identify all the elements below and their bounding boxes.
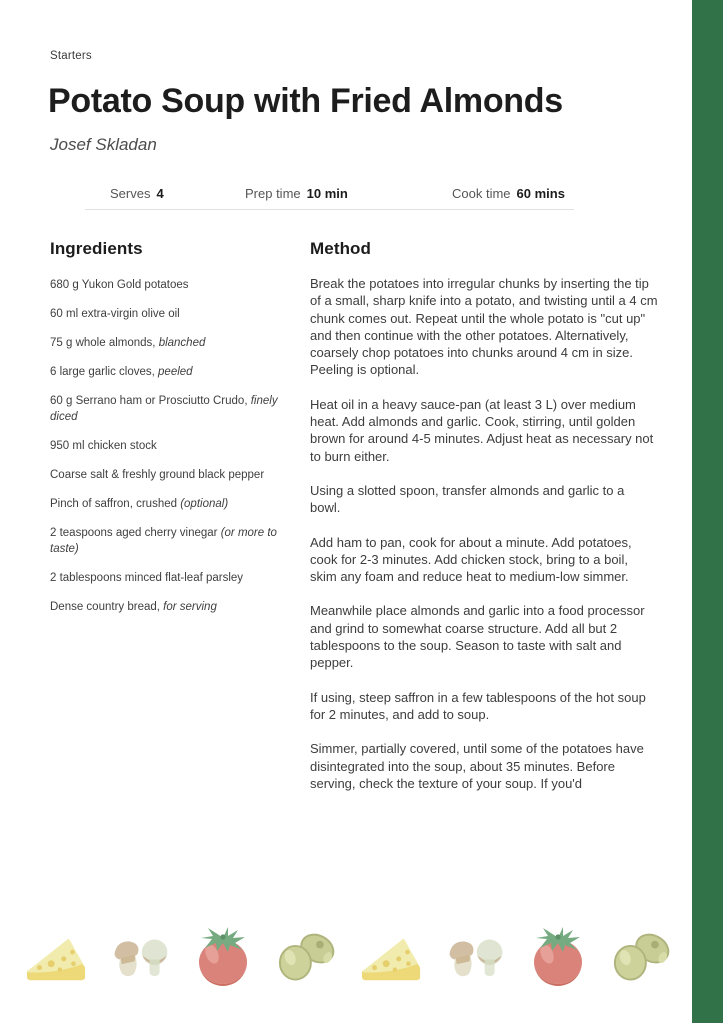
mushrooms-icon [444,924,506,986]
ingredient-note: peeled [158,366,193,378]
ingredient-note: for serving [163,601,217,613]
olives-icon [611,924,673,986]
serves-label: Serves [110,186,151,201]
cook-time-value: 60 mins [516,186,565,201]
right-accent-bar [692,0,723,1023]
cheese-icon [360,924,422,986]
ingredient-text: 60 ml extra-virgin olive oil [50,308,180,320]
ingredient-text: 6 large garlic cloves, [50,366,159,378]
method-paragraphs [310,275,658,792]
ingredient-text: Coarse salt & freshly ground black pepper [50,469,265,481]
ingredient-text: 75 g whole almonds, [50,337,159,349]
method-heading: Method [310,239,372,258]
ingredient-text: 2 tablespoons minced flat-leaf parsley [50,572,244,584]
ingredients-heading: Ingredients [50,239,143,258]
cook-time-meta [452,186,565,201]
recipe-meta-row [85,180,574,210]
cook-time-label: Cook time [452,186,511,201]
method-section [310,239,658,809]
ingredient-item [50,467,293,483]
ingredients-list [50,277,293,615]
method-paragraph: Add ham to pan, cook for about a minute. Add potatoes, cook for 2-3 minutes. Add chicken stock, bring to a boil, skim any foam and reduce heat to medium-low simmer. [310,534,632,585]
ingredient-item [50,525,293,557]
author-name: Josef Skladan [50,135,157,154]
mushrooms-icon [109,924,171,986]
ingredient-note: blanched [158,337,206,349]
ingredient-text: Pinch of saffron, crushed [50,498,181,510]
prep-time-value: 10 min [306,186,348,201]
method-paragraph: Simmer, partially covered, until some of the potatoes have disintegrated into the soup, about 35 minutes. Before serving, check the texture of your soup. If you'd [310,741,644,791]
ingredient-item [50,277,293,293]
footer-food-illustrations [25,918,673,990]
ingredient-note: (or more to taste) [50,527,277,555]
ingredient-item [50,335,293,351]
cheese-icon [25,924,87,986]
ingredient-text: 2 teaspoons aged cherry vinegar [50,527,221,539]
ingredient-text: 950 ml chicken stock [50,440,157,452]
ingredient-text: 680 g Yukon Gold potatoes [50,279,189,291]
ingredient-note: (optional) [180,498,229,510]
serves-value: 4 [156,186,164,201]
serves-meta [110,186,164,201]
ingredient-note: finely diced [50,395,278,423]
ingredient-text: 60 g Serrano ham or Prosciutto Crudo, [50,395,251,407]
tomato-icon [192,924,254,986]
ingredient-item [50,438,293,454]
prep-time-label: Prep time [245,186,301,201]
ingredient-item [50,496,293,512]
ingredient-item [50,306,293,322]
ingredients-section [50,239,293,628]
category-label: Starters [50,50,92,62]
ingredient-item [50,599,293,615]
method-paragraph: If using, steep saffron in a few tablespoons of the hot soup for 2 minutes, and add to soup. [310,689,646,722]
ingredient-item [50,364,293,380]
method-paragraph: Using a slotted spoon, transfer almonds and garlic to a bowl. [310,482,625,516]
ingredient-text: Dense country bread, [50,601,164,613]
ingredient-item [50,570,293,586]
olives-icon [276,924,338,986]
prep-time-meta [245,186,348,201]
method-paragraph: Break the potatoes into irregular chunks by inserting the tip of a small, sharp knife into a potato, and twisting until a 4 cm chunk comes out. Repeat until the whole potato is "cut up" and then continue with the other potatoes. Alternatively, coarsely chop potatoes into chunks around 4 cm in size. Peeling is optional. [310,276,658,378]
tomato-icon [527,924,589,986]
method-paragraph: Heat oil in a heavy sauce-pan (at least 3 L) over medium heat. Add almonds and garlic. Cook, stirring, until golden brown for around 4-5 minutes. Adjust heat as necessary not to burn either. [310,396,654,464]
method-paragraph: Meanwhile place almonds and garlic into a food processor and grind to somewhat coarse structure. Add all but 2 tablespoons to the soup. Season to taste with salt and pepper. [310,603,645,671]
ingredient-item [50,393,293,425]
page-title: Potato Soup with Fried Almonds [48,82,563,120]
